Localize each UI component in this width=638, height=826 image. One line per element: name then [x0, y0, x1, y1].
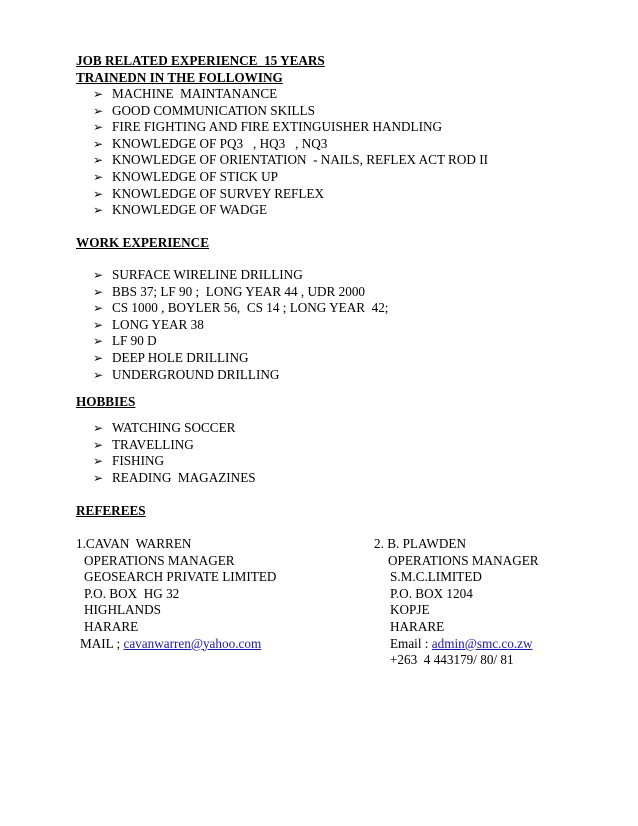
mail-label: Email : — [390, 635, 432, 651]
referee-role: OPERATIONS MANAGER — [84, 552, 235, 568]
arrow-bullet-icon: ➢ — [93, 284, 104, 299]
arrow-bullet-icon: ➢ — [93, 367, 104, 382]
arrow-bullet-icon: ➢ — [93, 120, 104, 135]
arrow-bullet-icon: ➢ — [93, 203, 104, 218]
trained-heading: TRAINEDN IN THE FOLLOWING — [76, 70, 283, 85]
referee-box: P.O. BOX HG 32 — [84, 585, 180, 601]
arrow-bullet-icon: ➢ — [93, 351, 104, 365]
email-link[interactable]: cavanwarren@yahoo.com — [123, 635, 262, 651]
arrow-bullet-icon: ➢ — [93, 268, 104, 282]
referee-phone: +263 4 443179/ 80/ 81 — [390, 652, 514, 668]
arrow-bullet-icon: ➢ — [93, 334, 104, 349]
arrow-bullet-icon: ➢ — [93, 87, 104, 101]
arrow-bullet-icon: ➢ — [93, 317, 104, 332]
referee-role: OPERATIONS MANAGER — [388, 552, 539, 568]
arrow-bullet-icon: ➢ — [93, 103, 104, 118]
referee-box: P.O. BOX 1204 — [390, 585, 473, 601]
arrow-bullet-icon: ➢ — [93, 186, 104, 201]
hobbies-heading: HOBBIES — [76, 394, 136, 409]
mail-label: MAIL ; — [80, 635, 124, 651]
arrow-bullet-icon: ➢ — [93, 437, 104, 452]
referee-name: 2. B. PLAWDEN — [374, 536, 466, 551]
arrow-bullet-icon: ➢ — [93, 421, 104, 435]
referee-company: GEOSEARCH PRIVATE LIMITED — [84, 569, 277, 585]
arrow-bullet-icon: ➢ — [93, 470, 104, 485]
referee-name: 1.CAVAN WARREN — [76, 536, 192, 551]
referee-area: HIGHLANDS — [84, 602, 161, 618]
arrow-bullet-icon: ➢ — [93, 170, 104, 184]
arrow-bullet-icon: ➢ — [93, 454, 104, 469]
email-link[interactable]: admin@smc.co.zw — [431, 635, 533, 651]
referee-company: S.M.C.LIMITED — [390, 569, 482, 585]
job-experience-heading: JOB RELATED EXPERIENCE 15 YEARS — [76, 53, 325, 68]
referee-city: HARARE — [84, 619, 139, 634]
referee-mail — [390, 636, 533, 653]
referee-area: KOPJE — [390, 602, 430, 618]
referees-heading: REFEREES — [76, 503, 146, 518]
referee-city: HARARE — [390, 619, 445, 634]
arrow-bullet-icon: ➢ — [93, 301, 104, 316]
work-experience-heading: WORK EXPERIENCE — [76, 235, 209, 250]
referee-mail — [80, 636, 261, 653]
arrow-bullet-icon: ➢ — [93, 136, 104, 151]
arrow-bullet-icon: ➢ — [93, 153, 104, 168]
